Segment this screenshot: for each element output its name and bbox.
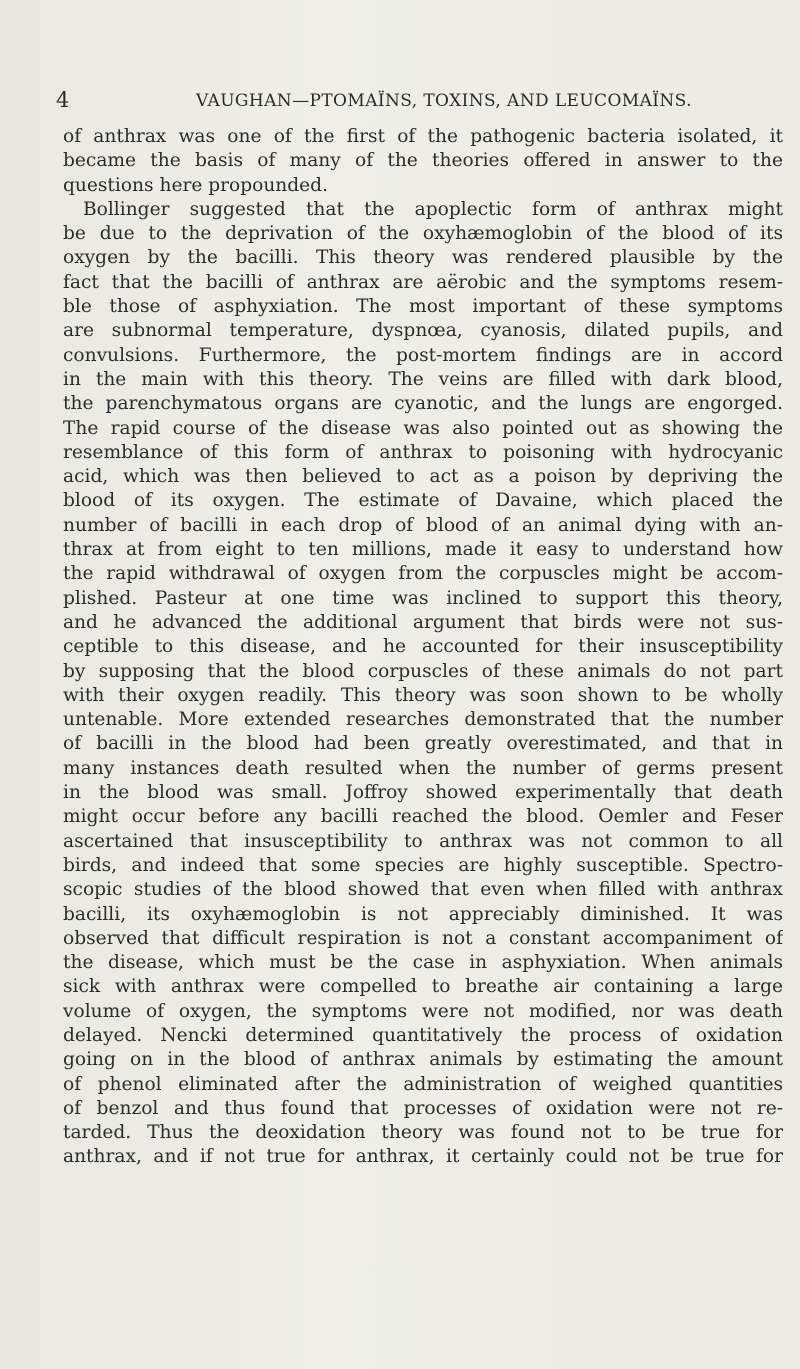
text-line: of phenol eliminated after the administration of weighed quantities [63,1073,783,1095]
text-line: the rapid withdrawal of oxygen from the corpuscles might be accom- [63,563,783,585]
text-line: going on in the blood of anthrax animals by estimating the amount [63,1049,783,1071]
text-line: of benzol and thus found that processes of oxidation were not re- [63,1097,783,1119]
text-line: resemblance of this form of anthrax to poisoning with hydrocyanic [63,441,783,463]
text-line: ascertained that insusceptibility to anthrax was not common to all [63,830,783,852]
text-line: are subnormal temperature, dyspnœa, cyanosis, dilated pupils, and [63,320,783,342]
text-line: questions here propounded. [63,174,328,196]
text-line: became the basis of many of the theories offered in answer to the [63,150,783,172]
text-line: might occur before any bacilli reached the blood. Oemler and Feser [63,806,783,828]
text-line: scopic studies of the blood showed that even when filled with anthrax [63,879,783,901]
text-line: plished. Pasteur at one time was inclined to support this theory, [63,587,783,609]
text-line: Bollinger suggested that the apoplectic form of anthrax might [83,198,783,220]
text-line: The rapid course of the disease was also pointed out as showing the [63,417,783,439]
text-line: with their oxygen readily. This theory was soon shown to be wholly [63,684,783,706]
text-line: oxygen by the bacilli. This theory was rendered plausible by the [63,247,783,269]
text-line: untenable. More extended researches demonstrated that the number [63,709,783,731]
text-line: ceptible to this disease, and he accounted for their insusceptibility [63,636,783,658]
text-line: volume of oxygen, the symptoms were not modified, nor was death [63,1000,783,1022]
text-line: blood of its oxygen. The estimate of Davaine, which placed the [63,490,783,512]
text-line: of anthrax was one of the first of the pathogenic bacteria isolated, it [63,126,783,147]
running-head: VAUGHAN—PTOMAÏNS, TOXINS, AND LEUCOMAÏNS. [196,91,692,111]
text-line: acid, which was then believed to act as a poison by depriving the [63,466,783,488]
text-line: thrax at from eight to ten millions, made it easy to understand how [63,539,783,561]
text-line: anthrax, and if not true for anthrax, it certainly could not be true for [63,1146,783,1168]
text-line: birds, and indeed that some species are highly susceptible. Spectro- [63,854,783,876]
text-line: the disease, which must be the case in asphyxiation. When animals [63,952,783,974]
text-line: number of bacilli in each drop of blood of an animal dying with an- [63,514,783,536]
text-line: observed that difficult respiration is not a constant accompaniment of [63,927,783,949]
text-line: of bacilli in the blood had been greatly overestimated, and that in [63,733,783,755]
text-line: the parenchymatous organs are cyanotic, and the lungs are engorged. [63,393,783,415]
text-line: convulsions. Furthermore, the post-mortem findings are in accord [63,344,783,366]
text-line: by supposing that the blood corpuscles of these animals do not part [63,660,783,682]
text-line: in the main with this theory. The veins are filled with dark blood, [63,368,783,390]
text-line: tarded. Thus the deoxidation theory was found not to be true for [63,1122,783,1144]
text-line: sick with anthrax were compelled to breathe air containing a large [63,976,783,998]
page-header [56,88,776,118]
text-line: ble those of asphyxiation. The most important of these symptoms [63,296,783,318]
text-line: be due to the deprivation of the oxyhæmoglobin of the blood of its [63,223,783,245]
text-line: and he advanced the additional argument that birds were not sus- [63,611,783,633]
text-line: many instances death resulted when the number of germs present [63,757,783,779]
text-line: in the blood was small. Joffroy showed experimentally that death [63,782,783,804]
body-text [63,125,783,1170]
page-number: 4 [56,88,70,112]
text-line: bacilli, its oxyhæmoglobin is not appreciably diminished. It was [63,903,783,925]
text-line: fact that the bacilli of anthrax are aërobic and the symptoms resem- [63,271,783,293]
text-line: delayed. Nencki determined quantitatively the process of oxidation [63,1024,783,1046]
